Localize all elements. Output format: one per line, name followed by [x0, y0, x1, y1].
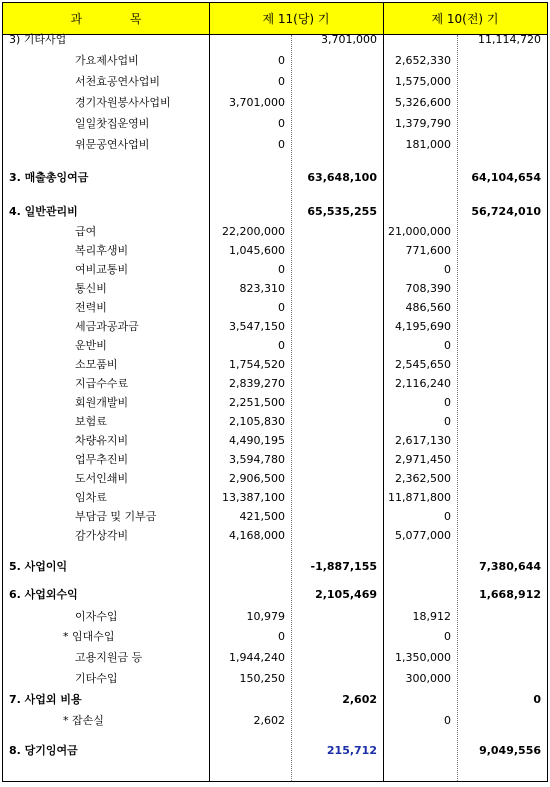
- cur-total-value: 2,105,469: [315, 588, 377, 601]
- row-label: 4. 일반관리비: [9, 205, 78, 218]
- cur-total-value: 2,602: [342, 693, 377, 706]
- cur-detail-value: 823,310: [239, 282, 285, 295]
- table-row: [3, 317, 547, 337]
- table-row: [3, 488, 547, 508]
- row-label: 전력비: [75, 301, 107, 314]
- table-row: [3, 168, 547, 188]
- prev-total-value: 64,104,654: [471, 171, 541, 184]
- cur-detail-value: 0: [278, 339, 285, 352]
- table-row: [3, 135, 547, 155]
- table-row: [3, 336, 547, 356]
- row-label: 임차료: [75, 491, 107, 504]
- prev-detail-value: 0: [444, 714, 451, 727]
- header-account: 과 목: [3, 3, 209, 35]
- prev-detail-value: 181,000: [405, 138, 451, 151]
- table-row: [3, 72, 547, 92]
- row-label: 회원개발비: [75, 396, 129, 409]
- cur-detail-value: 0: [278, 138, 285, 151]
- table-row: [3, 30, 547, 50]
- cur-detail-value: 22,200,000: [222, 225, 285, 238]
- row-label: 7. 사업외 비용: [9, 693, 82, 706]
- prev-detail-value: 5,077,000: [395, 529, 451, 542]
- cur-detail-value: 0: [278, 263, 285, 276]
- cur-detail-value: 0: [278, 301, 285, 314]
- prev-detail-value: 1,350,000: [395, 651, 451, 664]
- row-label: 급여: [75, 225, 97, 238]
- income-statement-table: [2, 2, 548, 782]
- cur-detail-value: 2,105,830: [229, 415, 285, 428]
- row-label: 통신비: [75, 282, 107, 295]
- prev-detail-value: 21,000,000: [388, 225, 451, 238]
- table-row: [3, 51, 547, 71]
- table-row: [3, 355, 547, 375]
- cur-detail-value: 2,251,500: [229, 396, 285, 409]
- cur-detail-value: 1,754,520: [229, 358, 285, 371]
- cur-detail-value: 10,979: [246, 610, 285, 623]
- table-row: [3, 412, 547, 432]
- table-row: [3, 585, 547, 605]
- row-label: 세금과공과금: [75, 320, 139, 333]
- table-row: [3, 202, 547, 222]
- cur-total-value: 215,712: [326, 744, 377, 757]
- cur-detail-value: 150,250: [239, 672, 285, 685]
- cur-detail-value: 0: [278, 54, 285, 67]
- prev-total-value: 9,049,556: [479, 744, 541, 757]
- table-row: [3, 279, 547, 299]
- cur-detail-value: 3,594,780: [229, 453, 285, 466]
- row-label: 업무추진비: [75, 453, 129, 466]
- cur-detail-value: 2,839,270: [229, 377, 285, 390]
- cur-detail-value: 0: [278, 630, 285, 643]
- prev-detail-value: 708,390: [405, 282, 451, 295]
- row-label: * 임대수입: [63, 630, 115, 643]
- prev-detail-value: 771,600: [405, 244, 451, 257]
- prev-detail-value: 0: [444, 339, 451, 352]
- prev-detail-value: 2,362,500: [395, 472, 451, 485]
- cur-detail-value: 2,602: [253, 714, 285, 727]
- prev-detail-value: 0: [444, 510, 451, 523]
- prev-total-value: 11,114,720: [478, 33, 541, 46]
- row-label: 가요제사업비: [75, 54, 139, 67]
- table-row: [3, 627, 547, 647]
- prev-detail-value: 2,971,450: [395, 453, 451, 466]
- row-label: 3. 매출총잉여금: [9, 171, 89, 184]
- table-row: [3, 526, 547, 546]
- cur-total-value: 63,648,100: [307, 171, 377, 184]
- prev-detail-value: 18,912: [412, 610, 451, 623]
- cur-detail-value: 1,944,240: [229, 651, 285, 664]
- prev-detail-value: 0: [444, 263, 451, 276]
- table-row: [3, 669, 547, 689]
- cur-total-value: -1,887,155: [310, 560, 377, 573]
- prev-detail-value: 486,560: [405, 301, 451, 314]
- cur-detail-value: 13,387,100: [222, 491, 285, 504]
- cur-detail-value: 1,045,600: [229, 244, 285, 257]
- row-label: 위문공연사업비: [75, 138, 150, 151]
- table-row: [3, 298, 547, 318]
- row-label: 소모품비: [75, 358, 118, 371]
- prev-total-value: 1,668,912: [479, 588, 541, 601]
- table-row: [3, 507, 547, 527]
- row-label: 운반비: [75, 339, 107, 352]
- row-label: 감가상각비: [75, 529, 129, 542]
- table-row: [3, 741, 547, 761]
- prev-detail-value: 0: [444, 415, 451, 428]
- table-row: [3, 690, 547, 710]
- table-row: [3, 450, 547, 470]
- table-row: [3, 114, 547, 134]
- prev-total-value: 0: [533, 693, 541, 706]
- cur-detail-value: 0: [278, 75, 285, 88]
- row-label: 6. 사업외수익: [9, 588, 78, 601]
- prev-detail-value: 2,652,330: [395, 54, 451, 67]
- row-label: 여비교통비: [75, 263, 129, 276]
- table-row: [3, 393, 547, 413]
- row-label: 보험료: [75, 415, 107, 428]
- row-label: 일일찻집운영비: [75, 117, 150, 130]
- table-row: [3, 260, 547, 280]
- cur-detail-value: 3,547,150: [229, 320, 285, 333]
- cur-detail-value: 4,168,000: [229, 529, 285, 542]
- prev-detail-value: 300,000: [405, 672, 451, 685]
- row-label: 8. 당기잉여금: [9, 744, 78, 757]
- row-label: * 잡손실: [63, 714, 104, 727]
- prev-detail-value: 0: [444, 630, 451, 643]
- cur-detail-value: 2,906,500: [229, 472, 285, 485]
- prev-detail-value: 2,617,130: [395, 434, 451, 447]
- prev-total-value: 7,380,644: [479, 560, 541, 573]
- row-label: 차량유지비: [75, 434, 129, 447]
- row-label: 기타수입: [75, 672, 118, 685]
- table-row: [3, 374, 547, 394]
- cur-total-value: 65,535,255: [307, 205, 377, 218]
- prev-detail-value: 11,871,800: [388, 491, 451, 504]
- prev-detail-value: 5,326,600: [395, 96, 451, 109]
- cur-detail-value: 0: [278, 117, 285, 130]
- table-row: [3, 431, 547, 451]
- table-row: [3, 711, 547, 731]
- row-label: 도서인쇄비: [75, 472, 129, 485]
- cur-detail-value: 421,500: [239, 510, 285, 523]
- prev-detail-value: 0: [444, 396, 451, 409]
- cur-total-value: 3,701,000: [321, 33, 377, 46]
- row-label: 5. 사업이익: [9, 560, 68, 573]
- row-label: 이자수입: [75, 610, 118, 623]
- prev-total-value: 56,724,010: [471, 205, 541, 218]
- table-row: [3, 93, 547, 113]
- row-label: 3) 기타사업: [9, 33, 67, 46]
- row-label: 지급수수료: [75, 377, 129, 390]
- table-row: [3, 607, 547, 627]
- table-row: [3, 241, 547, 261]
- prev-detail-value: 4,195,690: [395, 320, 451, 333]
- prev-detail-value: 2,545,650: [395, 358, 451, 371]
- header-current-period: 제 11(당) 기: [209, 3, 383, 35]
- table-row: [3, 469, 547, 489]
- table-row: [3, 648, 547, 668]
- row-label: 서천효공연사업비: [75, 75, 161, 88]
- header-previous-period: 제 10(전) 기: [383, 3, 547, 35]
- row-label: 복리후생비: [75, 244, 129, 257]
- cur-detail-value: 3,701,000: [229, 96, 285, 109]
- row-label: 부담금 및 기부금: [75, 510, 157, 523]
- prev-detail-value: 2,116,240: [395, 377, 451, 390]
- table-row: [3, 557, 547, 577]
- table-row: [3, 222, 547, 242]
- row-label: 경기자원봉사사업비: [75, 96, 171, 109]
- row-label: 고용지원금 등: [75, 651, 143, 664]
- prev-detail-value: 1,575,000: [395, 75, 451, 88]
- cur-detail-value: 4,490,195: [229, 434, 285, 447]
- prev-detail-value: 1,379,790: [395, 117, 451, 130]
